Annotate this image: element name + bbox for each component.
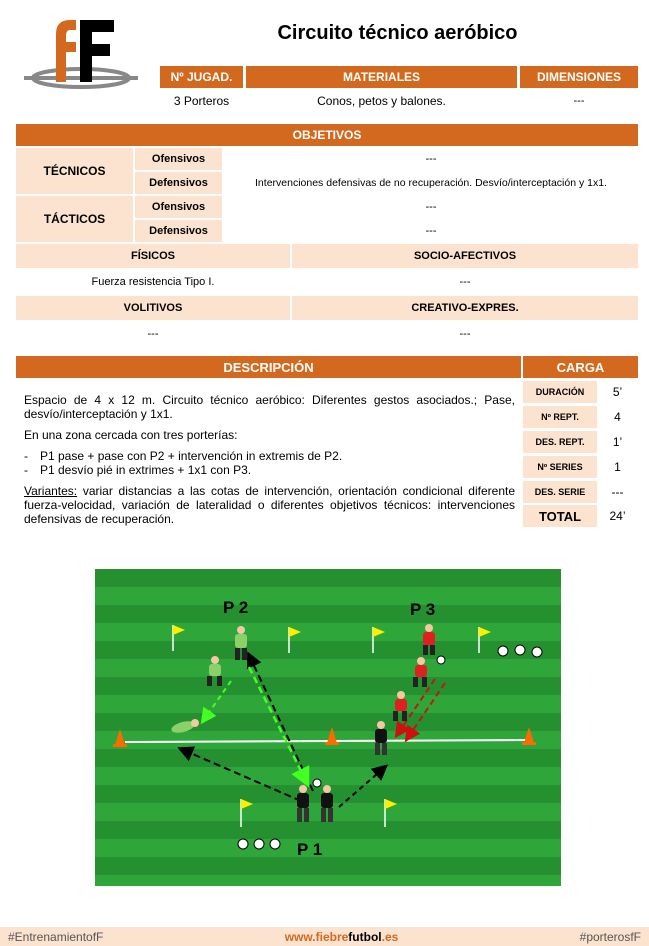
variantes-label: Variantes: [24,484,78,498]
exercise-diagram [95,569,561,886]
grass-stripes [95,569,561,886]
volitivos-label: VOLITIVOS [16,296,290,320]
tecnicos-defensivos-label: Defensivos [135,172,222,194]
carga-label: Nº REPT. [523,406,597,428]
list-item: - P1 pase + pase con P2 + intervención in extremis de P2. [24,449,515,463]
carga-label: DES. SERIE [523,481,597,503]
socio-afectivos-value: --- [459,276,471,288]
carga-row-total [523,504,638,528]
carga-label: DURACIÓN [523,381,597,403]
footer-hashtag-right: #porterosfF [579,929,641,944]
value-dimensiones: --- [573,95,585,107]
carga-table [523,380,638,536]
descripcion-header: DESCRIPCIÓN [16,356,521,378]
carga-value: 5’ [612,385,623,399]
value-num-jugadores: 3 Porteros [173,94,230,108]
descripcion-paragraph: En una zona cercada con tres porterías: [24,428,238,442]
carga-header: CARGA [523,356,638,378]
variantes-text: variar distancias a las cotas de intervención, orientación condicional diferente fuerza-velocidad, variación de lateralidad o diferentes objetivos técnicos: intervenciones defensivas de recuperación. [24,484,515,526]
footer-hashtag-left: #EntrenamientofF [8,929,104,944]
carga-value: --- [611,485,624,499]
tacticos-label: TÁCTICOS [16,196,133,242]
carga-row [523,455,638,479]
descripcion-text [24,393,515,533]
header-dimensiones: DIMENSIONES [520,66,638,88]
fiebrefutbol-logo [22,12,140,90]
tacticos-defensivos-value: --- [425,225,437,237]
carga-label: DES. REPT. [523,431,597,453]
carga-label: Nº SERIES [523,456,597,478]
variantes-paragraph [24,484,515,526]
tacticos-ofensivos-label: Ofensivos [135,196,222,218]
descripcion-paragraph: Espacio de 4 x 12 m. Circuito técnico aeróbico: Diferentes gestos asociados.; Pase, desvío/interceptación y 1x1. [24,393,515,421]
footer [0,927,649,946]
label-p1: P 1 [297,840,323,859]
carga-row [523,430,638,454]
creativo-label: CREATIVO-EXPRES. [292,296,638,320]
site-bold: futbol [348,929,382,944]
list-item: - P1 desvío pié in extrimes + 1x1 con P3. [24,463,515,477]
label-p2: P 2 [223,598,249,617]
volitivos-value: --- [147,328,159,340]
tacticos-defensivos-label: Defensivos [135,220,222,242]
carga-value: 1 [614,460,621,474]
site-suffix: .es [381,929,399,944]
objetivos-header: OBJETIVOS [16,124,638,146]
carga-row [523,480,638,504]
carga-value: 4 [614,410,621,424]
carga-row [523,405,638,429]
value-materiales: Conos, petos y balones. [317,94,446,108]
tecnicos-ofensivos-value: --- [425,153,437,165]
tecnicos-ofensivos-label: Ofensivos [135,148,222,170]
carga-value: 1’ [612,435,623,449]
tecnicos-label: TÉCNICOS [16,148,133,194]
fisicos-label: FÍSICOS [16,244,290,268]
socio-afectivos-label: SOCIO-AFECTIVOS [292,244,638,268]
tacticos-ofensivos-value: --- [425,201,437,213]
carga-value: 24’ [609,509,626,523]
header-materiales: MATERIALES [246,66,517,88]
page-title: Circuito técnico aeróbico [277,22,518,44]
carga-label: TOTAL [523,505,597,527]
footer-website-link[interactable] [285,930,399,944]
label-p3: P 3 [410,600,436,619]
site-prefix: www.fiebre [284,929,349,944]
tecnicos-defensivos-value: Intervenciones defensivas de no recuperación. Desvío/interceptación y 1x1. [255,177,607,189]
descripcion-list [24,449,515,477]
creativo-value: --- [459,328,471,340]
header-num-jugadores: Nº JUGAD. [160,66,243,88]
fisicos-value: Fuerza resistencia Tipo I. [91,276,215,288]
carga-row [523,380,638,404]
